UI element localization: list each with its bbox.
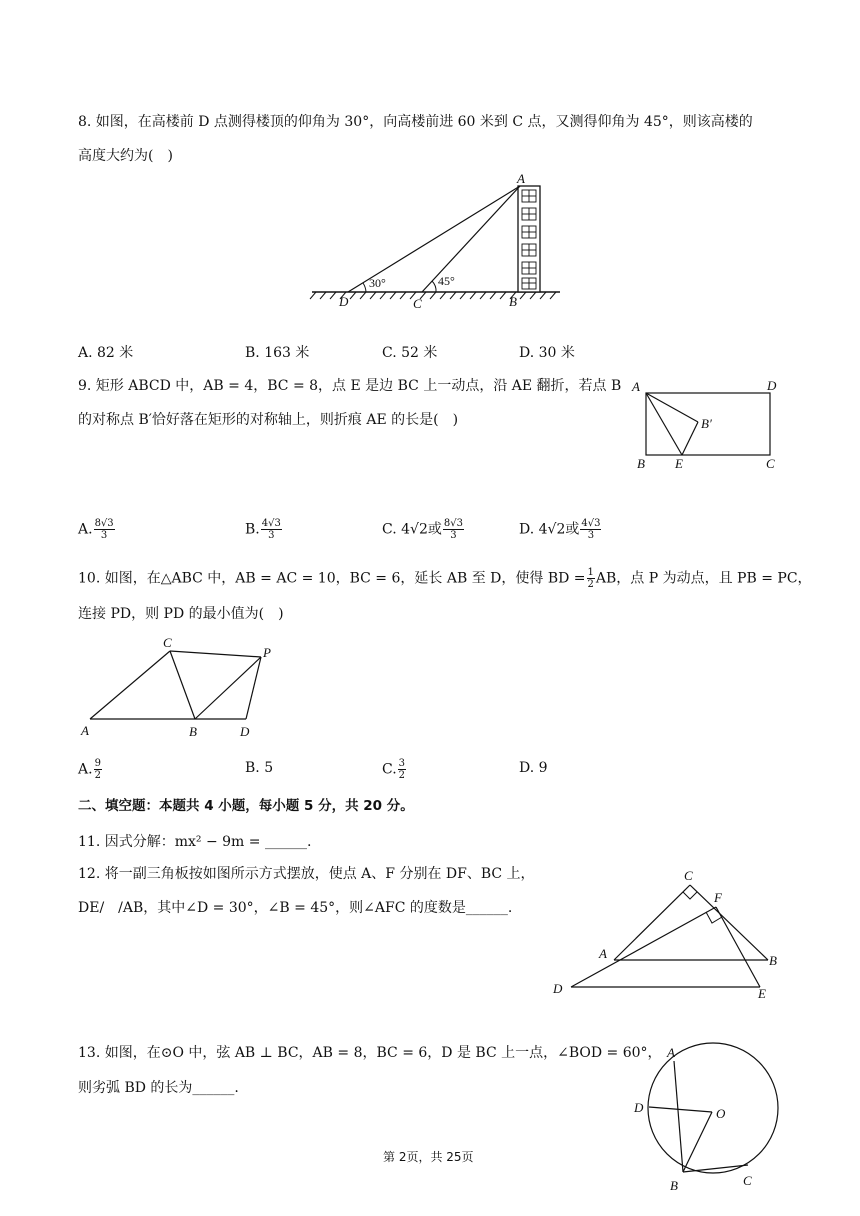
q9-label-Bprime: B′	[701, 416, 712, 431]
q13-line1: 13. 如图，在⊙O 中，弦 AB ⊥ BC，AB = 8，BC = 6，D 是 BC 上一点，∠BOD = 60°，	[78, 1045, 662, 1061]
q8-line1: 8. 如图，在高楼前 D 点测得楼顶的仰角为 30°，向高楼前进 60 米到 C 点，又测得仰角为 45°，则该高楼的	[78, 114, 753, 130]
q10-option-c: C. $\frac{3}{2}$	[382, 758, 406, 781]
q8-option-a: A. 82 米	[78, 345, 134, 361]
q10-option-b: B. 5	[245, 760, 274, 776]
section-2-heading: 二、填空题：本题共 4 小题，每小题 5 分，共 20 分。	[78, 798, 414, 814]
q13-line2: 则劣弧 BD 的长为______.	[78, 1080, 239, 1096]
q9-option-d: D. 4√2或 $\frac{4√3}{3}$	[519, 518, 601, 541]
q8-option-b: B. 163 米	[245, 345, 310, 361]
q11-text: 11. 因式分解：mx² − 9m = ______.	[78, 834, 312, 850]
q8-label-B: B	[509, 294, 517, 309]
q12-label-A: A	[599, 946, 607, 961]
q12-label-D: D	[553, 981, 563, 996]
q9-label-E: E	[675, 456, 683, 471]
q10-line2: 连接 PD，则 PD 的最小值为( )	[78, 606, 284, 622]
q10-label-P: P	[263, 645, 271, 660]
q8-option-c: C. 52 米	[382, 345, 438, 361]
q12-label-E: E	[758, 986, 766, 1001]
q10-option-d: D. 9	[519, 760, 548, 776]
q13-label-A: A	[667, 1045, 675, 1060]
q12-line2: DE/ /AB，其中∠D = 30°，∠B = 45°，则∠AFC 的度数是______.	[78, 900, 513, 916]
q10-label-C: C	[163, 635, 172, 650]
q13-label-D: D	[634, 1100, 644, 1115]
q9-label-B: B	[637, 456, 645, 471]
q8-line2: 高度大约为( )	[78, 148, 173, 164]
q10-label-D: D	[240, 724, 250, 739]
q12-label-F: F	[714, 890, 722, 905]
q9-option-b: B. $\frac{4√3}{3}$	[245, 518, 281, 541]
q13-label-B: B	[670, 1178, 678, 1193]
q8-label-D: D	[339, 294, 349, 309]
q9-line2: 的对称点 B′恰好落在矩形的对称轴上，则折痕 AE 的长是( )	[78, 412, 459, 428]
q13-label-O: O	[716, 1106, 726, 1121]
q13-label-C: C	[743, 1173, 752, 1188]
page-footer: 第 2页，共 25页	[383, 1150, 474, 1164]
q8-angle-45: 45°	[438, 274, 455, 288]
q12-label-C: C	[684, 868, 693, 883]
q8-option-d: D. 30 米	[519, 345, 575, 361]
q8-label-C: C	[413, 296, 422, 311]
q9-label-C: C	[766, 456, 775, 471]
q12-line1: 12. 将一副三角板按如图所示方式摆放，使点 A、F 分别在 DF、BC 上，	[78, 866, 535, 882]
q9-option-a: A. $\frac{8√3}{3}$	[78, 518, 114, 541]
q9-line1: 9. 矩形 ABCD 中，AB = 4，BC = 8，点 E 是边 BC 上一动点，沿 AE 翻折，若点 B	[78, 378, 622, 394]
q10-label-A: A	[81, 723, 89, 738]
q10-label-B: B	[189, 724, 197, 739]
q8-angle-30: 30°	[369, 276, 386, 290]
q12-label-B: B	[769, 953, 777, 968]
q10-option-a: A. $\frac{9}{2}$	[78, 758, 101, 781]
q9-label-D: D	[767, 378, 777, 393]
q9-option-c: C. 4√2或 $\frac{8√3}{3}$	[382, 518, 463, 541]
q10-line1: 10. 如图，在△ABC 中，AB = AC = 10，BC = 6，延长 AB 至 D，使得 BD = $\frac{1}{2}$ AB，点 P 为动点，且 PB = PC，	[78, 567, 812, 590]
q9-label-A: A	[632, 379, 640, 394]
q8-label-A: A	[517, 171, 525, 186]
